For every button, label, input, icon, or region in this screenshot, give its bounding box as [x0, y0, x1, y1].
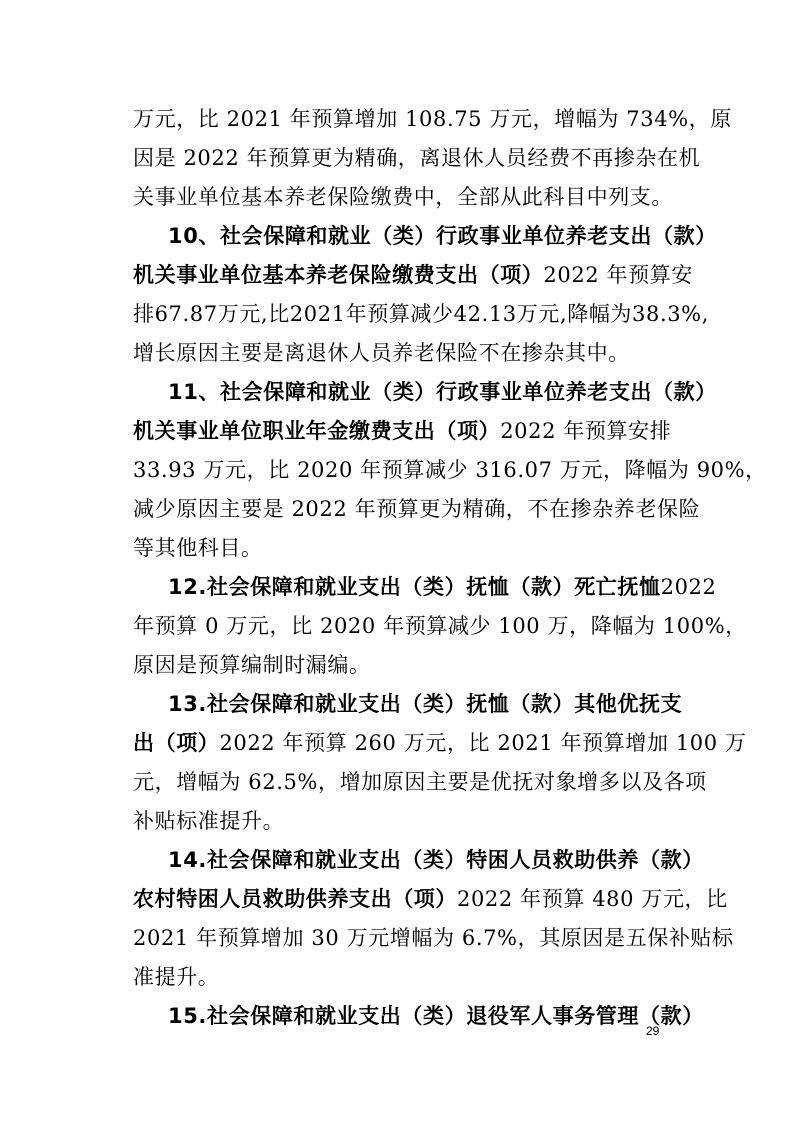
body-line: 元，增幅为 62.5%，增加原因主要是优抚对象增多以及各项 [133, 770, 707, 794]
heading-continuation: 出（项） [133, 731, 220, 755]
section-heading-14: 14.社会保障和就业支出（类）特困人员救助供养（款） [168, 848, 704, 872]
body-line [133, 415, 693, 447]
heading-tail: 2022 [660, 575, 717, 599]
heading-tail: 2022 年预算 260 万元，比 2021 年预算增加 100 万 [219, 731, 747, 755]
body-line: 原因是预算编制时漏编。 [133, 653, 371, 677]
body-line: 因是 2022 年预算更为精确，离退休人员经费不再掺杂在机 [133, 146, 701, 170]
page-number: 29 [646, 1024, 660, 1038]
body-line: 增长原因主要是离退休人员养老保险不在掺杂其中。 [133, 341, 630, 365]
body-line [133, 883, 728, 915]
body-line: 减少原因主要是 2022 年预算更为精确，不在掺杂养老保险 [133, 497, 701, 521]
body-line [133, 259, 693, 291]
body-line [168, 571, 717, 603]
body-line: 等其他科目。 [133, 536, 263, 560]
body-line [133, 727, 747, 759]
body-line: 2021 年预算增加 30 万元增幅为 6.7%，其原因是五保补贴标 [133, 926, 734, 950]
body-line: 补贴标准提升。 [133, 809, 285, 833]
heading-continuation: 农村特困人员救助供养支出（项） [133, 887, 457, 911]
body-line: 排67.87万元,比2021年预算减少42.13万元,降幅为38.3%, [133, 302, 710, 326]
heading-tail: 2022 年预算 480 万元，比 [457, 887, 728, 911]
heading-continuation: 机关事业单位基本养老保险缴费支出（项） [133, 263, 544, 287]
heading-tail: 2022 年预算安排 [500, 419, 672, 443]
body-line: 33.93 万元，比 2020 年预算减少 316.07 万元，降幅为 90%， [133, 458, 767, 482]
section-heading-15: 15.社会保障和就业支出（类）退役军人事务管理（款） [168, 1004, 704, 1028]
body-line: 准提升。 [133, 965, 220, 989]
section-heading-12: 12.社会保障和就业支出（类）抚恤（款）死亡抚恤 [168, 575, 661, 599]
body-line: 关事业单位基本养老保险缴费中，全部从此科目中列支。 [133, 185, 673, 209]
section-heading-10: 10、社会保障和就业（类）行政事业单位养老支出（款） [168, 224, 717, 248]
heading-continuation: 机关事业单位职业年金缴费支出（项） [133, 419, 501, 443]
section-heading-13: 13.社会保障和就业支出（类）抚恤（款）其他优抚支 [168, 692, 683, 716]
body-line: 年预算 0 万元，比 2020 年预算减少 100 万，降幅为 100%， [133, 614, 747, 638]
heading-tail: 2022 年预算安 [543, 263, 693, 287]
section-heading-11: 11、社会保障和就业（类）行政事业单位养老支出（款） [168, 380, 717, 404]
body-line: 万元，比 2021 年预算增加 108.75 万元，增幅为 734%，原 [133, 107, 732, 131]
